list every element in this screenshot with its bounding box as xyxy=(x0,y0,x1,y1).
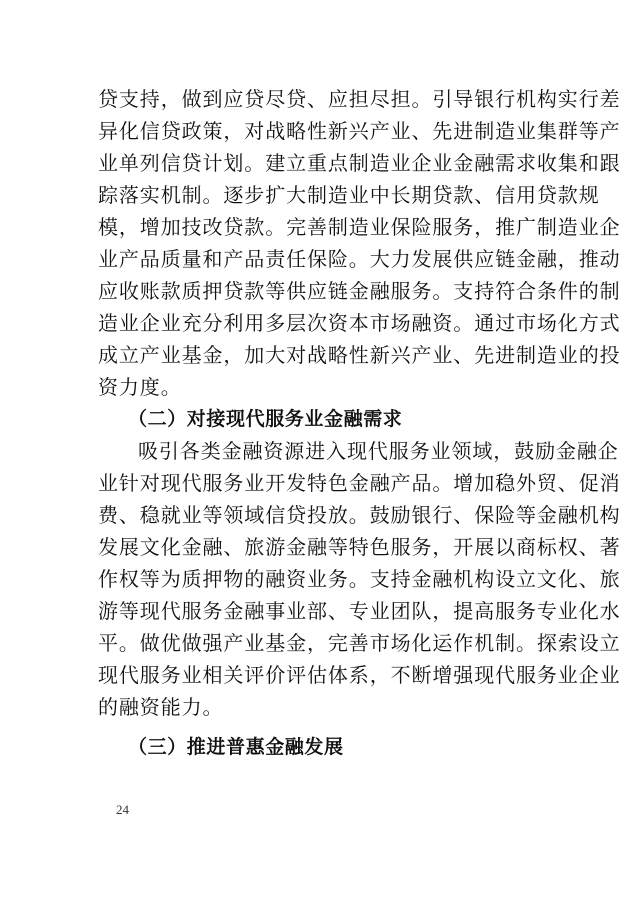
page-number: 24 xyxy=(116,802,129,817)
paragraph-2-line-8: 现代服务业相关评价评估体系，不断增强现代服务业企业 xyxy=(98,663,621,687)
paragraph-1-line-1: 贷支持，做到应贷尽贷、应担尽担。引导银行机构实行差 xyxy=(98,87,621,111)
section-heading-2: （二）对接现代服务业金融需求 xyxy=(128,408,403,430)
paragraph-1-line-8: 造业企业充分利用多层次资本市场融资。通过市场化方式 xyxy=(98,311,621,335)
paragraph-1-line-7: 应收账款质押贷款等供应链金融服务。支持符合条件的制 xyxy=(98,279,621,303)
paragraph-1-line-3: 业单列信贷计划。建立重点制造业企业金融需求收集和跟 xyxy=(98,151,621,175)
paragraph-1-line-9: 成立产业基金，加大对战略性新兴产业、先进制造业的投 xyxy=(98,343,621,367)
paragraph-2-line-6: 游等现代服务金融事业部、专业团队，提高服务专业化水 xyxy=(98,599,621,623)
section-heading-3: （三）推进普惠金融发展 xyxy=(128,736,344,758)
paragraph-1-line-5: 模，增加技改贷款。完善制造业保险服务，推广制造业企 xyxy=(98,215,621,239)
paragraph-2-line-2: 业针对现代服务业开发特色金融产品。增加稳外贸、促消 xyxy=(98,471,621,495)
paragraph-1-line-4: 踪落实机制。逐步扩大制造业中长期贷款、信用贷款规 xyxy=(98,183,600,207)
paragraph-2-line-9: 的融资能力。 xyxy=(98,695,224,719)
paragraph-1-line-10: 资力度。 xyxy=(98,375,182,399)
paragraph-2-line-4: 发展文化金融、旅游金融等特色服务，开展以商标权、著 xyxy=(98,535,621,559)
paragraph-2-line-5: 作权等为质押物的融资业务。支持金融机构设立文化、旅 xyxy=(98,567,621,591)
paragraph-1-line-2: 异化信贷政策，对战略性新兴产业、先进制造业集群等产 xyxy=(98,119,621,143)
paragraph-2-line-1: 吸引各类金融资源进入现代服务业领域，鼓励金融企 xyxy=(138,439,619,463)
paragraph-1-line-6: 业产品质量和产品责任保险。大力发展供应链金融，推动 xyxy=(98,247,621,271)
paragraph-2-line-3: 费、稳就业等领域信贷投放。鼓励银行、保险等金融机构 xyxy=(98,503,621,527)
paragraph-2-line-7: 平。做优做强产业基金，完善市场化运作机制。探索设立 xyxy=(98,631,621,655)
